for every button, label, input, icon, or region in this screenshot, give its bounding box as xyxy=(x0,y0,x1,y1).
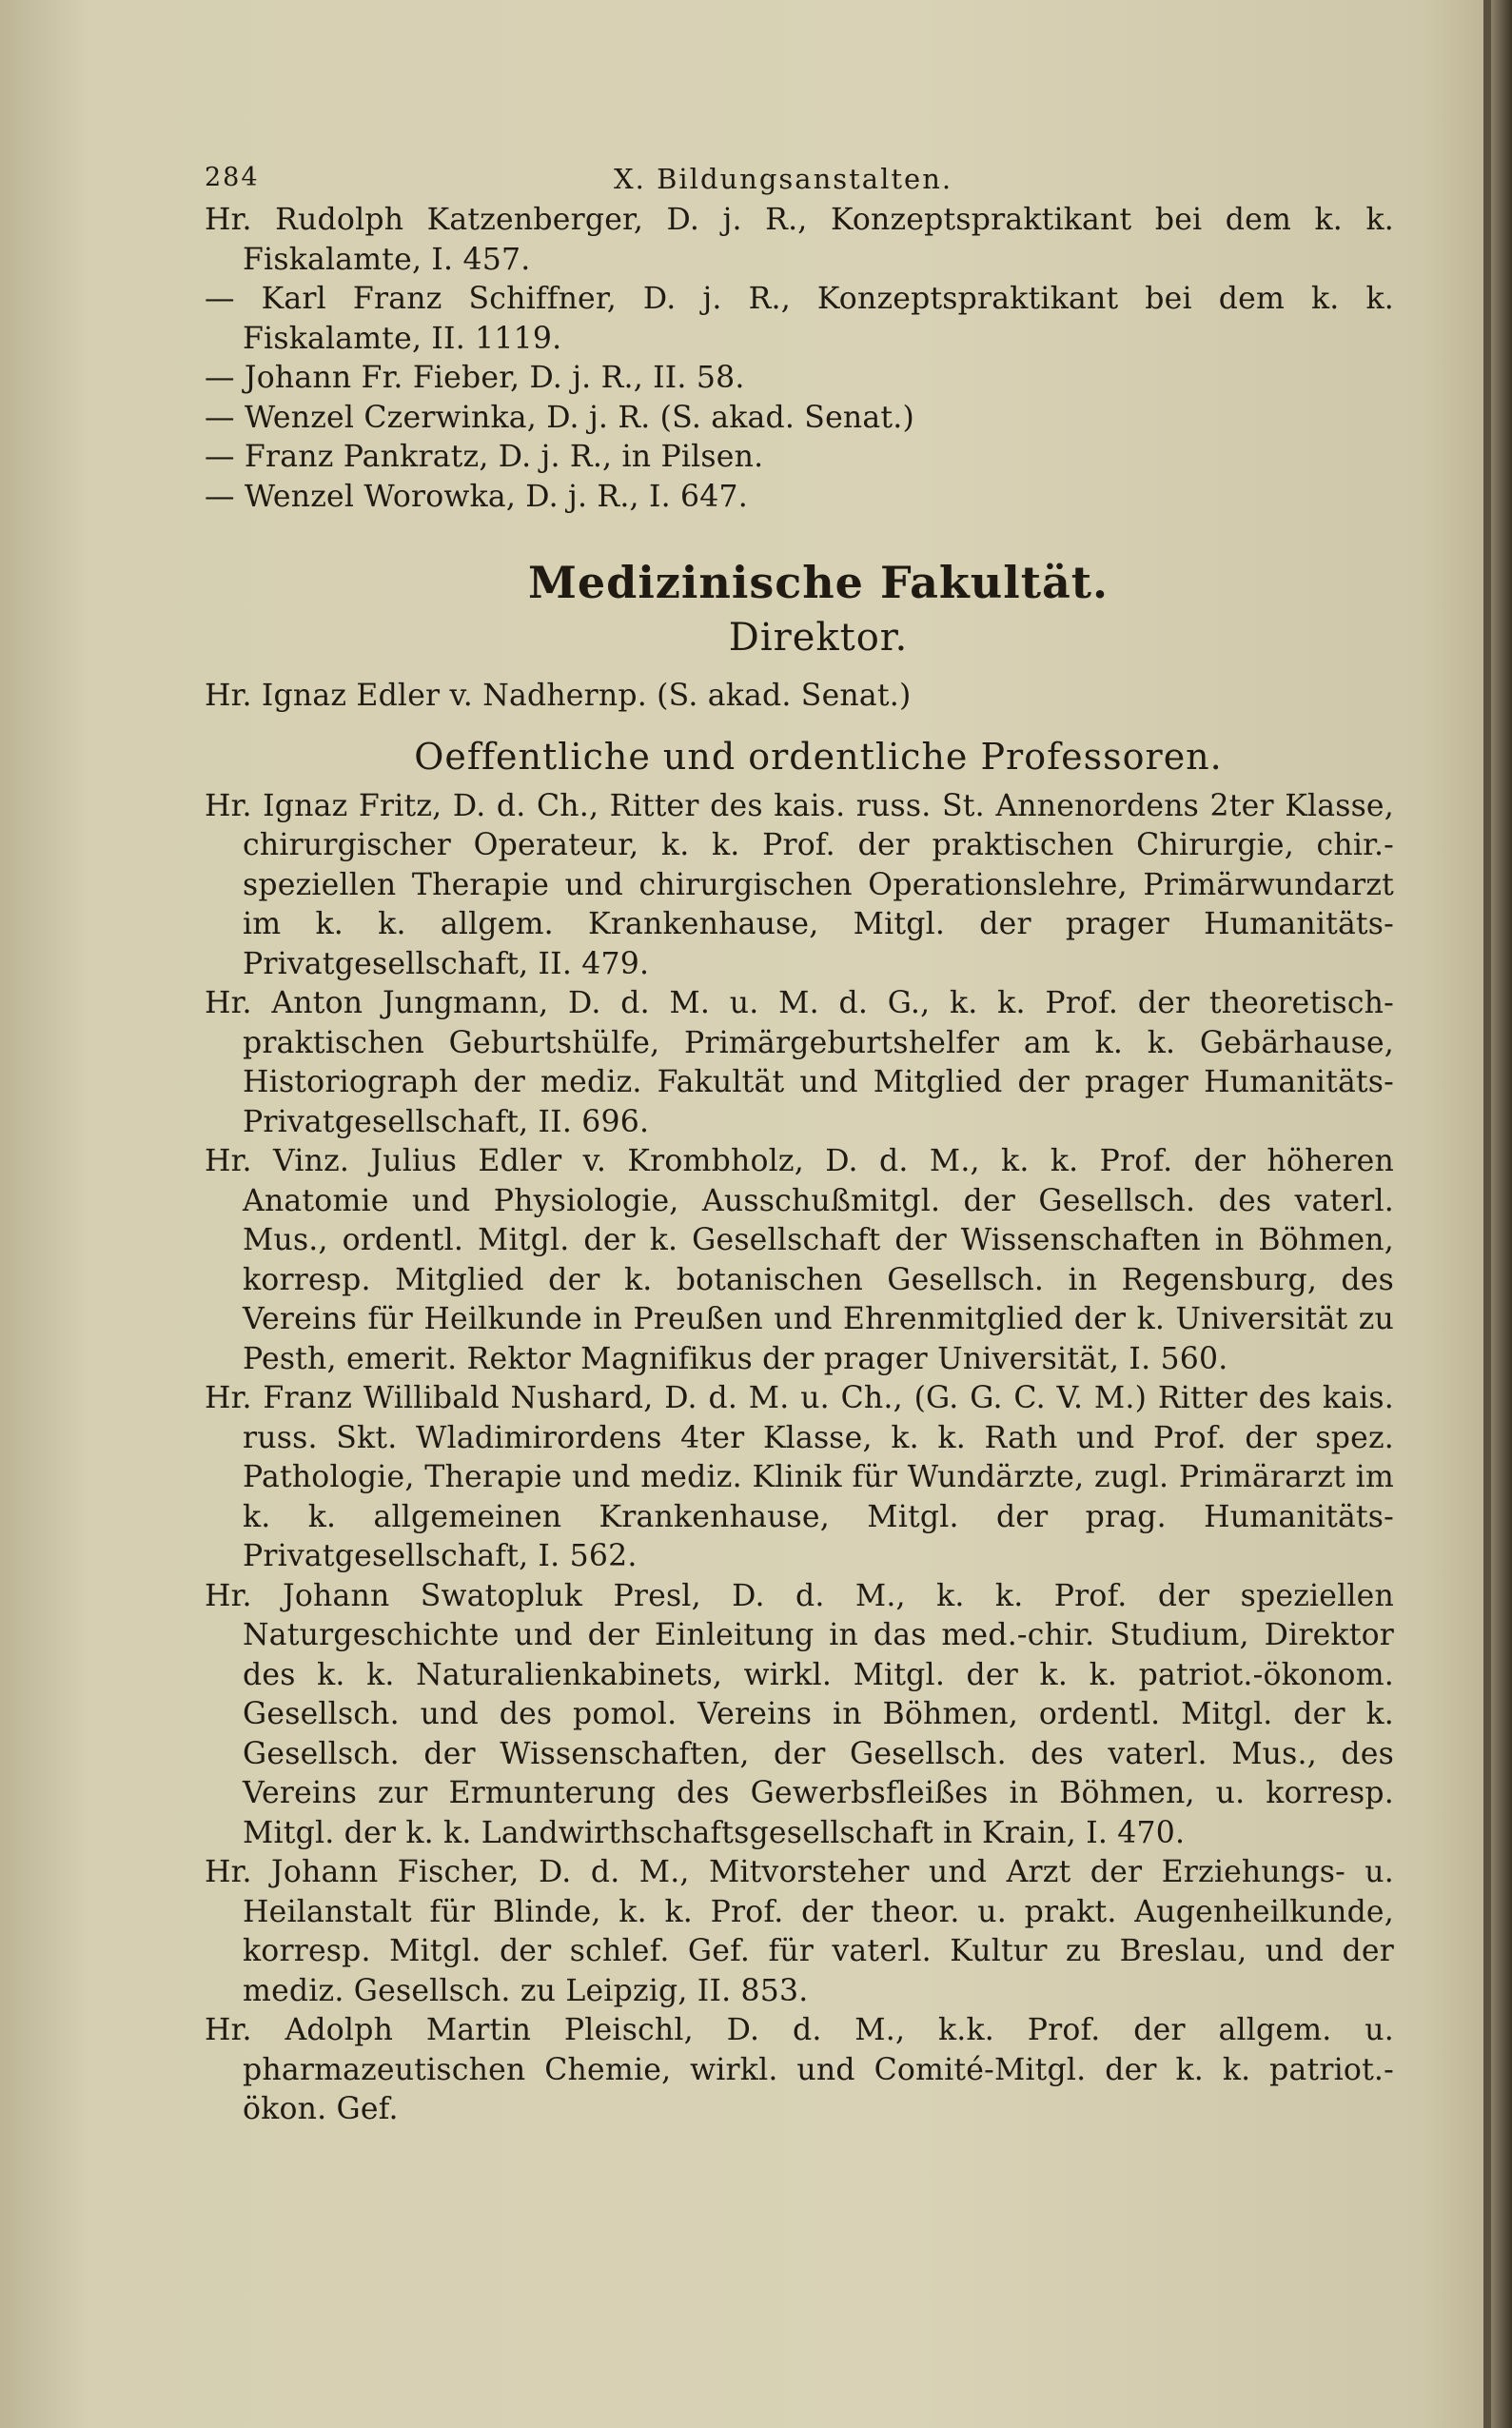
list-item: Hr. Ignaz Fritz, D. d. Ch., Ritter des kais. russ. St. Annenordens 2ter Klasse, chirurgischer Operateur, k. k. Prof. der praktischen Chirurgie, chir.-speziellen Therapie und chirurgischen Operationslehre, Primärwundarzt im k. k. allgem. Krankenhause, Mitgl. der prager Humanitäts-Privatgesellschaft, II. 479. xyxy=(205,788,1394,981)
list-item: Hr. Franz Willibald Nushard, D. d. M. u. Ch., (G. G. C. V. M.) Ritter des kais. russ. Skt. Wladimirordens 4ter Klasse, k. k. Rath und Prof. der spez. Pathologie, Therapie und mediz. Klinik für Wundärzte, zugl. Primärarzt im k. k. allgemeinen Krankenhause, Mitgl. der prag. Humanitäts-Privatgesellschaft, I. 562. xyxy=(205,1381,1394,1573)
book-binding-line xyxy=(1483,0,1491,2428)
page-content xyxy=(205,157,1394,2130)
director-entry: Hr. Ignaz Edler v. Nadhernp. (S. akad. Senat.) xyxy=(205,679,912,713)
list-item: Hr. Anton Jungmann, D. d. M. u. M. d. G., k. k. Prof. der theoretisch-praktischen Geburtshülfe, Primärgeburtshelfer am k. k. Gebärhause, Historiograph der mediz. Fakultät und Mitglied der prager Humanitäts-Privatgesellschaft, II. 696. xyxy=(205,986,1394,1139)
entries-top xyxy=(205,201,1394,517)
director-heading: Direktor. xyxy=(728,616,909,660)
list-item: Hr. Adolph Martin Pleischl, D. d. M., k.k. Prof. der allgem. u. pharmazeutischen Chemie, wirkl. und Comité-Mitgl. der k. k. patriot.-ökon. Gef. xyxy=(205,2013,1394,2126)
professors-list xyxy=(205,787,1394,2130)
running-title: X. Bildungsanstalten. xyxy=(614,163,953,195)
list-item: Hr. Rudolph Katzenberger, D. j. R., Konzeptspraktikant bei dem k. k. Fiskalamte, I. 457. xyxy=(205,203,1394,277)
list-item: — Wenzel Czerwinka, D. j. R. (S. akad. Senat.) xyxy=(205,400,914,435)
book-binding-edge xyxy=(1491,0,1512,2428)
list-item: — Franz Pankratz, D. j. R., in Pilsen. xyxy=(205,440,764,474)
list-item: Hr. Vinz. Julius Edler v. Krombholz, D. d. M., k. k. Prof. der höheren Anatomie und Physiologie, Ausschußmitgl. der Gesellsch. des vaterl. Mus., ordentl. Mitgl. der k. Gesellschaft der Wissenschaften in Böhmen, korresp. Mitglied der k. botanischen Gesellsch. in Regensburg, des Vereins für Heilkunde in Preußen und Ehrenmitglied der k. Universität zu Pesth, emerit. Rektor Magnifikus der prager Universität, I. 560. xyxy=(205,1144,1394,1376)
list-item: — Johann Fr. Fieber, D. j. R., II. 58. xyxy=(205,361,745,395)
list-item: Hr. Johann Fischer, D. d. M., Mitvorsteher und Arzt der Erziehungs- u. Heilanstalt für Blinde, k. k. Prof. der theor. u. prakt. Augenheilkunde, korresp. Mitgl. der schlef. Gef. für vaterl. Kultur zu Breslau, und der mediz. Gesellsch. zu Leipzig, II. 853. xyxy=(205,1855,1394,2008)
page-number: 284 xyxy=(205,163,260,192)
list-item: Hr. Johann Swatopluk Presl, D. d. M., k. k. Prof. der speziellen Naturgeschichte und der Einleitung in das med.-chir. Studium, Direktor des k. k. Naturalienkabinets, wirkl. Mitgl. der k. k. patriot.-ökonom. Gesellsch. und des pomol. Vereins in Böhmen, ordentl. Mitgl. der k. Gesellsch. der Wissenschaften, der Gesellsch. des vaterl. Mus., des Vereins zur Ermunterung des Gewerbsfleißes in Böhmen, u. korresp. Mitgl. der k. k. Landwirthschaftsgesellschaft in Krain, I. 470. xyxy=(205,1578,1394,1850)
professors-heading: Oeffentliche und ordentliche Professoren. xyxy=(414,735,1223,778)
running-header xyxy=(205,157,1394,199)
list-item: — Karl Franz Schiffner, D. j. R., Konzeptspraktikant bei dem k. k. Fiskalamte, II. 1119. xyxy=(205,282,1394,356)
list-item: — Wenzel Worowka, D. j. R., I. 647. xyxy=(205,479,748,514)
section-title: Medizinische Fakultät. xyxy=(527,557,1109,608)
